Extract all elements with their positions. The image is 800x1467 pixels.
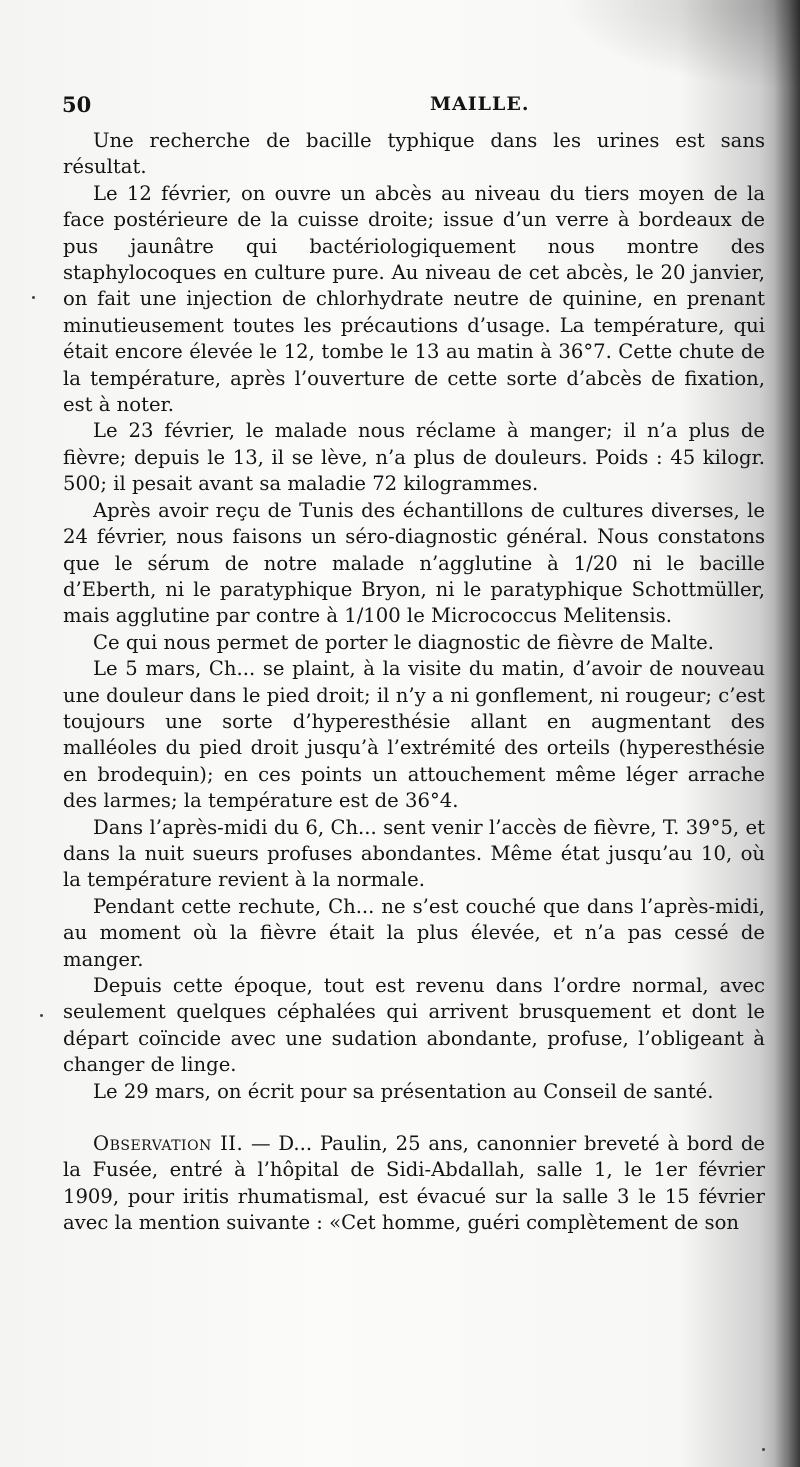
scan-speck <box>32 296 35 299</box>
scan-shadow-top <box>560 0 800 90</box>
page-number: 50 <box>62 92 92 117</box>
paragraph-since-then: Depuis cette époque, tout est revenu dans l’ordre normal, avec seulement quelques céphalées qui arrivent brusquement et dont le départ coïncide avec une sudation abondante, profuse, l’obligeant à changer de linge. <box>63 974 765 1077</box>
paragraph-council: Le 29 mars, on écrit pour sa présentation au Conseil de santé. <box>93 1079 714 1103</box>
paragraph-recovery: Le 23 février, le malade nous réclame à manger; il n’a plus de fièvre; depuis le 13, il se lève, n’a plus de douleurs. Poids : 45 kilogr. 500; il pesait avant sa maladie 72 kilogrammes. <box>63 419 765 496</box>
running-head: MAILLE. <box>430 93 530 115</box>
paragraph-relapse-foot: Le 5 mars, Ch... se plaint, à la visite du matin, d’avoir de nouveau une douleur dans le pied droit; il n’y a ni gonflement, ni rougeur; c’est toujours une sorte d’hyperesthésie allant en augmentant des malléoles du pied droit jusqu’à l’extrémité des orteils (hyperesthésie en brodequin); en ces points un attouchement même léger arrache des larmes; la température est de 36°4. <box>63 657 765 813</box>
scan-speck <box>40 1014 43 1017</box>
observation-paragraph <box>63 1131 765 1237</box>
paragraph-during-relapse: Pendant cette rechute, Ch... ne s’est couché que dans l’après-midi, au moment où la fièvre était la plus élevée, et n’a pas cessé de manger. <box>63 894 765 971</box>
paragraph-diagnosis: Ce qui nous permet de porter le diagnostic de fièvre de Malte. <box>93 630 715 654</box>
paragraph-serodiagnosis: Après avoir reçu de Tunis des échantillons de cultures diverses, le 24 février, nous faisons un séro-diagnostic général. Nous constatons que le sérum de notre malade n’agglutine à 1/20 ni le bacille d’Eberth, ni le paratyphique Bryon, ni le paratyphique Schottmüller, mais agglutine par contre à 1/100 le Micrococcus Melitensis. <box>63 498 765 628</box>
page-body <box>63 128 765 1237</box>
observation-heading: Observation II. <box>93 1132 244 1156</box>
scan-shadow-edge <box>774 0 800 1467</box>
paragraph-urine-test: Une recherche de bacille typhique dans les urines est sans résultat. <box>63 129 765 179</box>
scan-speck <box>762 1448 765 1451</box>
paragraph-fever-access: Dans l’après-midi du 6, Ch... sent venir l’accès de fièvre, T. 39°5, et dans la nuit sueurs profuses abondantes. Même état jusqu’au 10, où la température revient à la normale. <box>63 815 765 892</box>
page-header <box>62 92 762 122</box>
observation-text: — D... Paulin, 25 ans, canonnier breveté à bord de la Fusée, entré à l’hôpital de Sidi-Abdallah, salle 1, le 1er février 1909, pour iritis rhumatismal, est évacué sur la salle 3 le 15 février avec la mention suivante : «Cet homme, guéri complètement de son <box>63 1132 765 1235</box>
paragraph-abscess: Le 12 février, on ouvre un abcès au niveau du tiers moyen de la face postérieure de la cuisse droite; issue d’un verre à bordeaux de pus jaunâtre qui bactériologiquement nous montre des staphylocoques en culture pure. Au niveau de cet abcès, le 20 janvier, on fait une injection de chlorhydrate neutre de quinine, en prenant minutieusement toutes les précautions d’usage. La température, qui était encore élevée le 12, tombe le 13 au matin à 36°7. Cette chute de la température, après l’ouverture de cette sorte d’abcès de fixation, est à noter. <box>63 181 765 417</box>
